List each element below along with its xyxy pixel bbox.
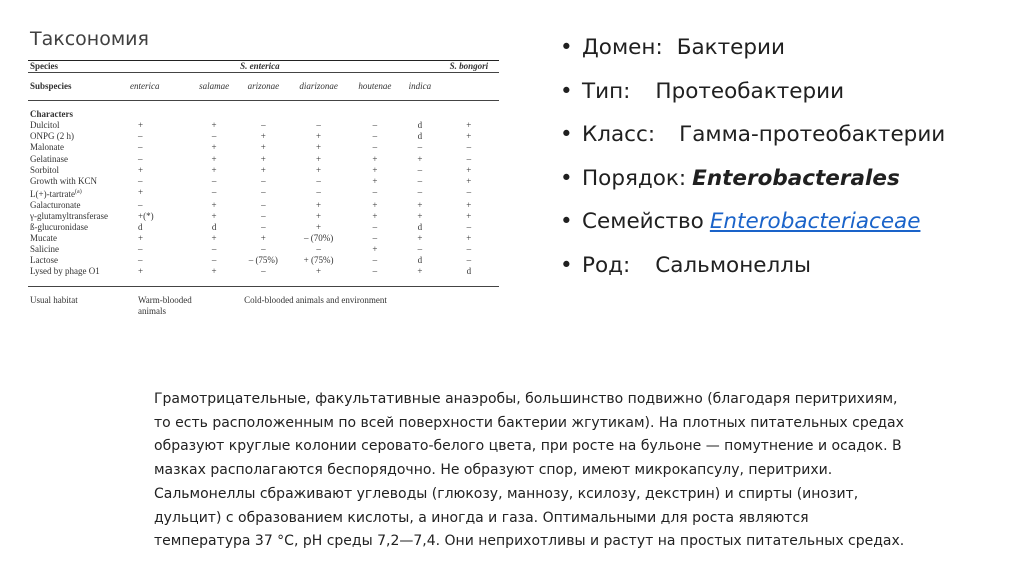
classification-item [560, 202, 945, 246]
table-cell: + [211, 164, 217, 175]
table-cell: + [260, 142, 266, 153]
table-cell: + [211, 120, 217, 131]
table-row [28, 187, 499, 200]
description-line: Грамотрицательные, факультативные анаэробы, большинство подвижно (благодаря перитрихиям, [154, 391, 898, 407]
table-cell: + [138, 120, 144, 131]
table-cell: + [466, 210, 472, 221]
species-enterica: S. enterica [238, 61, 349, 73]
table-cell: – [211, 186, 217, 197]
table-cell: – [261, 199, 266, 210]
table-row [28, 244, 499, 255]
subspecies-salamae: salamae [199, 81, 230, 92]
table-cell: + [372, 210, 378, 221]
habitat-warm-line1: Warm-blooded [138, 294, 192, 305]
table-cell: + [260, 233, 266, 244]
table-cell: + [316, 153, 322, 164]
table-cell: – [372, 131, 378, 142]
classification-rank: Род: [582, 252, 631, 278]
table-cell: + [417, 210, 423, 221]
table-row [28, 211, 499, 222]
table-cell: + [372, 175, 378, 186]
table-cell: – [316, 244, 321, 255]
classification-rank: Домен: [582, 35, 663, 60]
table-cell: + [316, 210, 322, 221]
table-cell: – [417, 186, 423, 197]
character-name: ß-glucuronidase [30, 222, 88, 233]
table-cell: d [417, 255, 423, 266]
family-link[interactable]: Enterobacteriaceae [709, 209, 921, 235]
bullet-icon: • [560, 252, 573, 278]
table-cell: – [138, 175, 143, 186]
table-cell: – [316, 120, 321, 131]
bullet-icon: • [560, 78, 573, 104]
classification-value: Гамма-протеобактерии [679, 122, 946, 148]
characters-header-row [28, 109, 499, 120]
table-cell: – [466, 222, 472, 233]
table-cell: – [138, 153, 143, 164]
character-name: Gelatinase [30, 153, 68, 164]
table-row [28, 154, 499, 165]
classification-rank: Тип: [582, 78, 631, 104]
table-cell: – [138, 142, 143, 153]
habitat-cold: Cold-blooded animals and environment [244, 294, 387, 305]
table-cell: d [211, 222, 217, 233]
subspecies-diarizonae: diarizonae [299, 81, 338, 92]
subspecies-enterica: enterica [130, 81, 160, 92]
table-cell: + [211, 142, 217, 153]
table-cell: + [211, 210, 217, 221]
table-row [28, 233, 499, 244]
character-name: γ-glutamyltransferase [30, 210, 108, 221]
table-row [28, 165, 499, 176]
table-row [28, 176, 499, 187]
table-cell: – [261, 186, 266, 197]
classification-rank: Семейство [582, 209, 704, 235]
table-cell: + [316, 266, 322, 277]
table-cell: + [417, 266, 423, 277]
classification-rank: Класс: [582, 122, 656, 148]
table-cell: – [261, 210, 266, 221]
description-line: дульцит) с образованием кислоты, а иногда и газа. Оптимальными для роста являются [154, 509, 809, 526]
table-cell: + (75%) [303, 255, 334, 266]
table-cell: d [417, 222, 423, 233]
table-cell: + [260, 131, 266, 142]
taxonomy-table [28, 60, 499, 317]
table-cell: – [316, 175, 321, 186]
table-cell: + [260, 153, 266, 164]
classification-value: Сальмонеллы [655, 252, 811, 278]
character-name: ONPG (2 h) [30, 131, 74, 142]
table-cell: – [138, 255, 143, 266]
table-cell: – [417, 244, 423, 255]
table-cell: – [417, 175, 423, 186]
character-name: Mucate [30, 233, 57, 244]
table-cell: + [316, 199, 322, 210]
table-cell: – [261, 244, 266, 255]
table-cell: + [466, 175, 472, 186]
table-cell: + [211, 266, 217, 277]
classification-item [560, 246, 945, 290]
table-cell: + [466, 131, 472, 142]
table-cell: – [417, 142, 423, 153]
subspecies-houtenae: houtenae [358, 81, 392, 92]
table-cell: + [211, 233, 217, 244]
character-name: L(+)-tartrate$^{(a)}$ [30, 188, 82, 199]
subspecies-row [28, 81, 499, 92]
table-cell: – [372, 233, 378, 244]
table-cell: – [372, 266, 378, 277]
table-cell: – [466, 244, 472, 255]
subspecies-label: Subspecies [30, 81, 72, 92]
table-cell: + [211, 153, 217, 164]
table-row [28, 222, 499, 233]
description-line: образуют круглые колонии серовато-белого цвета, при росте на бульоне — помутнение и осадок. В [154, 438, 902, 455]
table-cell: – [261, 222, 266, 233]
table-cell: d [417, 120, 423, 131]
classification-item [560, 115, 945, 159]
bullet-icon: • [560, 209, 573, 235]
character-name: Lactose [30, 255, 58, 266]
character-name: Lysed by phage O1 [30, 266, 100, 277]
classification-item [560, 28, 945, 72]
character-name: Galacturonate [30, 199, 81, 210]
table-cell: – [417, 164, 423, 175]
table-cell: + [316, 164, 322, 175]
subspecies-indica: indica [408, 81, 432, 92]
species-row [28, 61, 499, 73]
character-name: Sorbitol [30, 164, 60, 175]
table-cell: + [466, 233, 472, 244]
character-name: Dulcitol [30, 120, 60, 131]
table-cell: – [138, 244, 143, 255]
table-cell: + [372, 199, 378, 210]
habitat-warm-line2: animals [138, 305, 166, 316]
table-cell: – (70%) [303, 233, 334, 244]
table-cell: – [466, 142, 472, 153]
habitat-warm [128, 295, 238, 317]
table-cell: + [211, 199, 217, 210]
description-line: Сальмонеллы сбраживают углеводы (глюкозу, маннозу, ксилозу, декстрин) и спирты (инозит, [154, 485, 859, 502]
habitat-row [28, 295, 499, 317]
character-name: Malonate [30, 142, 64, 153]
table-cell: – [138, 199, 143, 210]
table-cell: – [372, 120, 378, 131]
table-cell: + [466, 199, 472, 210]
table-row [28, 266, 499, 277]
table-cell: – [211, 175, 217, 186]
character-name: Growth with KCN [30, 175, 97, 186]
classification-rank: Порядок: [582, 165, 687, 191]
table-cell: + [372, 153, 378, 164]
table-cell: + [466, 164, 472, 175]
table-cell: + [466, 120, 472, 131]
table-cell: – [316, 186, 321, 197]
table-row [28, 255, 499, 266]
table-cell: + [417, 199, 423, 210]
table-cell: + [138, 186, 144, 197]
character-name: Salicine [30, 244, 59, 255]
description-text [154, 388, 994, 554]
table-cell: – [261, 120, 266, 131]
characters-label: Characters [30, 109, 73, 120]
table-cell: + [138, 233, 144, 244]
slide-title: Таксономия [30, 28, 149, 50]
table-cell: – [466, 255, 472, 266]
description-line: то есть расположенным по всей поверхности бактерии жгутикам). На плотных питательных средах [154, 414, 904, 431]
classification-item [560, 159, 945, 203]
table-cell: + [316, 222, 322, 233]
table-cell: – [372, 255, 378, 266]
table-cell: – [466, 186, 472, 197]
classification-list [560, 28, 945, 290]
characters-body [28, 120, 499, 277]
species-bongori: S. bongori [439, 61, 499, 73]
classification-item [560, 72, 945, 116]
table-cell: – [372, 142, 378, 153]
table-cell: – [211, 255, 217, 266]
table-row [28, 200, 499, 211]
table-cell: d [466, 266, 472, 277]
table-cell: + [372, 244, 378, 255]
table-cell: – [211, 244, 217, 255]
description-line: мазках располагаются беспорядочно. Не образуют спор, имеют микрокапсулу, перитрихи. [154, 462, 833, 479]
table-cell: + [417, 233, 423, 244]
table-cell: + [316, 142, 322, 153]
table-row [28, 120, 499, 131]
table-cell: + [138, 266, 144, 277]
table-cell: d [417, 131, 423, 142]
habitat-label: Usual habitat [30, 294, 78, 305]
table-cell: – [466, 153, 472, 164]
table-cell: – [211, 131, 217, 142]
table-cell: + [316, 131, 322, 142]
table-cell: + [260, 164, 266, 175]
classification-value: Enterobacterales [692, 165, 900, 191]
table-cell: – [138, 131, 143, 142]
table-cell: + [372, 164, 378, 175]
subspecies-arizonae: arizonae [247, 81, 280, 92]
table-cell: +(*) [138, 210, 154, 221]
table-cell: d [138, 222, 143, 233]
table-cell: – [372, 186, 378, 197]
bullet-icon: • [560, 122, 573, 148]
classification-value: Протеобактерии [655, 78, 845, 104]
classification-value: Бактерии [676, 35, 785, 60]
description-line: температура 37 °C, pH среды 7,2—7,4. Они неприхотливы и растут на простых питательных средах. [154, 533, 905, 550]
table-cell: – [261, 266, 266, 277]
species-label: Species [28, 61, 128, 73]
bullet-icon: • [560, 35, 573, 60]
table-cell: – [372, 222, 378, 233]
table-cell: – [261, 175, 266, 186]
table-cell: – (75%) [248, 255, 278, 266]
bullet-icon: • [560, 165, 573, 191]
table-cell: + [417, 153, 423, 164]
table-cell: + [138, 164, 144, 175]
table-row [28, 131, 499, 142]
table-row [28, 142, 499, 153]
